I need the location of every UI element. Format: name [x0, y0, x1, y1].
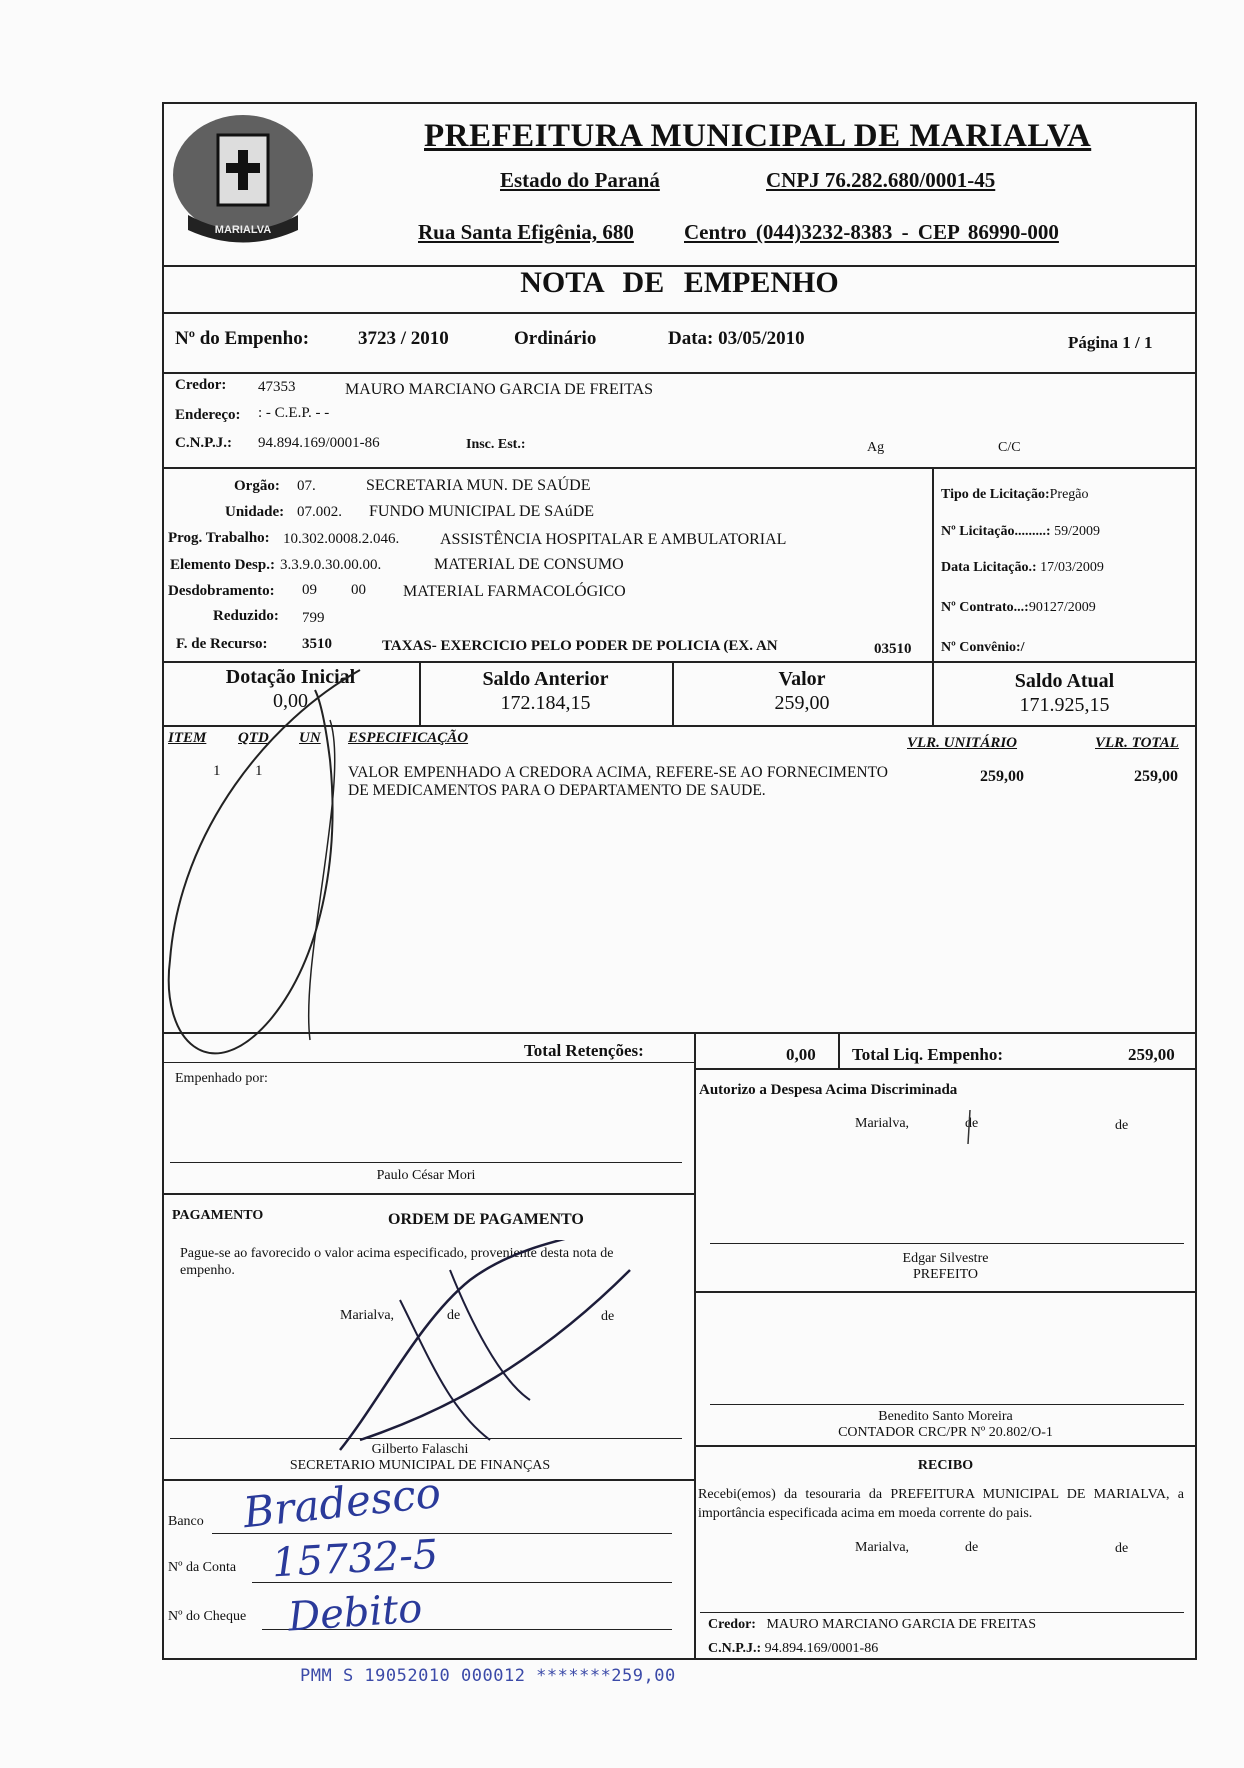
- credor-code: 47353: [258, 379, 296, 395]
- tipo-licitacao-label: [941, 487, 1089, 503]
- col-vlr-unitario: VLR. UNITÁRIO: [907, 735, 1018, 751]
- elemento-code: 3.3.9.0.30.00.00.: [280, 557, 382, 573]
- desdobramento-name: MATERIAL FARMACOLÓGICO: [403, 583, 626, 600]
- recibo-de-1: de: [965, 1540, 979, 1555]
- credor-name: MAURO MARCIANO GARCIA DE FREITAS: [345, 381, 654, 398]
- col-qtd: QTD: [238, 730, 269, 746]
- cnpj-credor-value: 94.894.169/0001-86: [258, 435, 380, 451]
- empenhado-por-label: Empenhado por:: [175, 1071, 268, 1086]
- autorizo-place: Marialva,: [855, 1116, 910, 1131]
- recibo-title: RECIBO: [917, 1458, 974, 1473]
- desdobramento-code-2: 00: [351, 582, 366, 598]
- elemento-label: Elemento Desp.:: [170, 557, 275, 573]
- item-number: 1: [213, 763, 221, 779]
- contador-role: CONTADOR CRC/PR Nº 20.802/O-1: [838, 1425, 1053, 1440]
- autorizo-de-2: de: [1115, 1118, 1129, 1133]
- numero-licitacao: [941, 524, 1100, 540]
- pagamento-text: Pague-se ao favorecido o valor acima especificado, proveniente desta nota de empenho.: [180, 1246, 614, 1278]
- page-number: Página 1 / 1: [1068, 333, 1153, 352]
- endereco-value: : - C.E.P. - -: [258, 405, 330, 421]
- cc-label: C/C: [998, 440, 1021, 455]
- contador-name: Benedito Santo Moreira: [878, 1409, 1013, 1424]
- reduzido-label: Reduzido:: [213, 608, 279, 624]
- numero-contrato-label: Nº Contrato...:: [941, 600, 1029, 615]
- recibo-place: Marialva,: [855, 1540, 910, 1555]
- prog-trabalho-name: ASSISTÊNCIA HOSPITALAR E AMBULATORIAL: [440, 531, 787, 548]
- orgao-label: Orgão:: [234, 478, 280, 494]
- empenho-date: Data: 03/05/2010: [668, 328, 805, 349]
- saldo-anterior-value: 172.184,15: [500, 692, 591, 714]
- data-licitacao: [941, 560, 1104, 576]
- tipo-licitacao-label-text: Tipo de Licitação:: [941, 487, 1050, 502]
- conta-label: Nº da Conta: [168, 1560, 237, 1575]
- col-item: ITEM: [168, 730, 207, 746]
- valor-value: 259,00: [774, 692, 830, 714]
- endereco-label: Endereço:: [175, 407, 241, 423]
- col-especificacao: ESPECIFICAÇÃO: [348, 730, 469, 746]
- saldo-anterior-label: Saldo Anterior: [482, 668, 609, 690]
- recibo-cnpj-value: 94.894.169/0001-86: [764, 1641, 879, 1656]
- item-qtd: 1: [255, 763, 263, 779]
- empenho-number: 3723 / 2010: [358, 328, 449, 349]
- numero-licitacao-label: Nº Licitação.........:: [941, 524, 1051, 539]
- col-un: UN: [299, 730, 321, 746]
- desdobramento-label: Desdobramento:: [168, 583, 275, 599]
- recibo-text: Recebi(emos) da tesouraria da PREFEITURA MUNICIPAL DE MARIALVA, a importância especificada acima em moeda corrente do pais.: [698, 1487, 1184, 1521]
- unidade-code: 07.002.: [297, 504, 342, 520]
- autorizo-title: Autorizo a Despesa Acima Discriminada: [699, 1082, 958, 1098]
- saldo-atual-value: 171.925,15: [1019, 694, 1110, 716]
- secretario-name: Gilberto Falaschi: [371, 1442, 469, 1457]
- fonte-recurso-code: 3510: [302, 636, 332, 652]
- fonte-recurso-name: TAXAS- EXERCICIO PELO PODER DE POLICIA (EX. AN: [382, 638, 778, 654]
- prog-trabalho-code: 10.302.0008.2.046.: [283, 531, 400, 547]
- numero-licitacao-value: 59/2009: [1054, 524, 1100, 539]
- elemento-name: MATERIAL DE CONSUMO: [434, 556, 624, 573]
- pagamento-signature: [300, 1240, 680, 1460]
- cnpj-credor-label: C.N.P.J.:: [175, 435, 232, 451]
- pagamento-title: PAGAMENTO: [172, 1208, 264, 1223]
- orgao-name: SECRETARIA MUN. DE SAÚDE: [366, 477, 591, 494]
- recibo-cnpj-label: C.N.P.J.:: [708, 1641, 762, 1656]
- cheque-handwritten: Debito: [286, 1585, 424, 1641]
- bank-stamp: PMM S 19052010 000012 *******259,00: [300, 1666, 676, 1686]
- state-label: Estado do Paraná: [500, 168, 660, 192]
- empenho-type: Ordinário: [514, 328, 597, 349]
- numero-contrato: [941, 600, 1096, 616]
- cnpj-label: CNPJ 76.282.680/0001-45: [766, 168, 996, 192]
- item-vlr-unitario: 259,00: [980, 768, 1024, 785]
- item-especificacao: VALOR EMPENHADO A CREDORA ACIMA, REFERE-SE AO FORNECIMENTO DE MEDICAMENTOS PARA O DEPARTAMENTO DE SAUDE.: [348, 764, 888, 799]
- col-vlr-total: VLR. TOTAL: [1095, 735, 1179, 751]
- numero-convenio: Nº Convênio:/: [941, 640, 1025, 655]
- recibo-credor-label: Credor:: [708, 1617, 756, 1632]
- fonte-recurso-code-2: 03510: [874, 641, 912, 657]
- saldo-atual-label: Saldo Atual: [1014, 670, 1115, 692]
- data-licitacao-label: Data Licitação.:: [941, 560, 1037, 575]
- pagamento-de-2: de: [601, 1309, 615, 1324]
- desdobramento-code-1: 09: [302, 582, 317, 598]
- banco-label: Banco: [168, 1514, 204, 1529]
- total-retencoes-label: Total Retenções:: [524, 1041, 644, 1060]
- unidade-name: FUNDO MUNICIPAL DE SAúDE: [369, 503, 595, 520]
- empenhado-por-name: Paulo César Mori: [376, 1168, 476, 1183]
- recibo-de-2: de: [1115, 1541, 1129, 1556]
- page-title: PREFEITURA MUNICIPAL DE MARIALVA: [424, 118, 1092, 154]
- address-label: Rua Santa Efigênia, 680: [418, 220, 634, 244]
- recibo-credor-value: MAURO MARCIANO GARCIA DE FREITAS: [766, 1617, 1037, 1632]
- total-liq-label: Total Liq. Empenho:: [852, 1045, 1003, 1064]
- tipo-licitacao-value: Pregão: [1049, 487, 1089, 502]
- reduzido-value: 799: [302, 610, 325, 626]
- recibo-credor: [708, 1617, 1036, 1633]
- pagamento-de-1: de: [447, 1308, 461, 1323]
- conta-handwritten: 15732-5: [270, 1531, 440, 1587]
- recibo-cnpj: [708, 1641, 878, 1657]
- orgao-code: 07.: [297, 478, 316, 494]
- valor-label: Valor: [778, 668, 826, 690]
- cheque-label: Nº do Cheque: [168, 1609, 247, 1624]
- credor-label: Credor:: [175, 377, 227, 393]
- pagamento-place: Marialva,: [340, 1308, 395, 1323]
- insc-est-label: Insc. Est.:: [466, 437, 526, 452]
- unidade-label: Unidade:: [225, 504, 285, 520]
- banco-handwritten: Bradesco: [240, 1467, 444, 1538]
- ag-label: Ag: [867, 440, 885, 455]
- municipal-emblem: [168, 105, 318, 255]
- secretario-role: SECRETARIO MUNICIPAL DE FINANÇAS: [289, 1458, 551, 1473]
- item-vlr-total: 259,00: [1134, 768, 1178, 785]
- total-retencoes-value: 0,00: [786, 1045, 816, 1064]
- prog-trabalho-label: Prog. Trabalho:: [168, 530, 270, 546]
- ordem-pagamento-title: ORDEM DE PAGAMENTO: [388, 1211, 584, 1228]
- total-liq-value: 259,00: [1128, 1045, 1175, 1064]
- doc-title: NOTA DE EMPENHO: [520, 266, 839, 299]
- fonte-recurso-label: F. de Recurso:: [176, 636, 268, 652]
- data-licitacao-value: 17/03/2009: [1040, 560, 1104, 575]
- dotacao-inicial-value: 0,00: [273, 690, 308, 712]
- dotacao-inicial-label: Dotação Inicial: [225, 666, 356, 688]
- autorizo-mark: [960, 1108, 980, 1148]
- empenho-signature: [150, 660, 450, 1120]
- prefeito-name: Edgar Silvestre: [902, 1251, 989, 1266]
- emblem-banner-text: MARIALVA: [214, 224, 272, 236]
- numero-contrato-value: 90127/2009: [1028, 600, 1096, 615]
- contact-label: Centro (044)3232-8383 - CEP 86990-000: [684, 220, 1059, 244]
- prefeito-role: PREFEITO: [912, 1267, 979, 1282]
- empenho-number-label: Nº do Empenho:: [175, 328, 310, 349]
- autorizo-de-1: de: [965, 1116, 979, 1131]
